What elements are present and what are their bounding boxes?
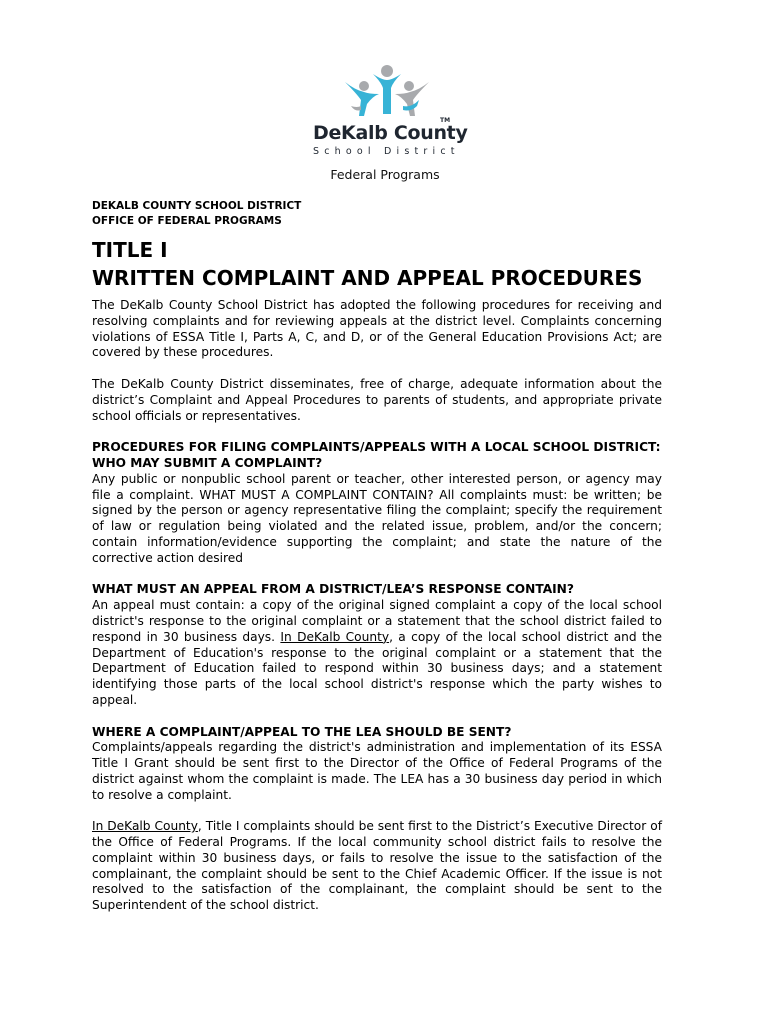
logo-name: DeKalb County — [313, 122, 468, 144]
org-line-1: DEKALB COUNTY SCHOOL DISTRICT — [92, 200, 302, 212]
document-title — [92, 236, 642, 292]
appeal-paragraph — [92, 598, 662, 709]
title-line-1: TITLE I — [92, 238, 168, 262]
trademark-mark: TM — [440, 117, 451, 124]
where-text-2: , Title I complaints should be sent first to the District’s Executive Director of the Office of Federal Programs. If the local community school district fails to resolve the complaint within 30 business days, or fails to resolve the issue to the satisfaction of the complainant, the complaint should be sent to the Chief Academic Officer. If the issue is not resolved to the satisfaction of the complainant, the complaint should be sent to the Superintendent of the school district. — [92, 819, 662, 913]
figures-logo-icon — [337, 62, 437, 120]
unit-name: Federal Programs — [330, 167, 440, 182]
organization-block — [92, 199, 301, 229]
district-logo — [313, 62, 468, 162]
appeal-dekalb-link: In DeKalb County — [280, 629, 390, 644]
where-paragraph-2 — [92, 819, 662, 914]
appeal-text-b: , a copy of the local school district and the Department of Education's response to the original complaint or a statement that the Department of Education failed to respond within 30 business days; and a statement identifying those parts of the local school district's response which the party wishes to appeal. — [92, 629, 662, 707]
title-line-2: WRITTEN COMPLAINT AND APPEAL PROCEDURES — [92, 266, 643, 290]
intro-paragraph-1: The DeKalb County School District has adopted the following procedures for receiving and resolving complaints and for reviewing appeals at the district level. Complaints concerning violations of ESSA Title I, Parts A, C, and D, or of the General Education Provisions Act; are covered by these procedures. — [92, 298, 662, 360]
where-heading: WHERE A COMPLAINT/APPEAL TO THE LEA SHOULD BE SENT? — [92, 724, 512, 739]
appeal-text-a: An appeal must contain: a copy of the original signed complaint a copy of the local school district's response to the original complaint or a statement that the school district failed to respond in 30 business days. — [92, 598, 662, 644]
intro-paragraph-2: The DeKalb County District disseminates, free of charge, adequate information about the district’s Complaint and Appeal Procedures to parents of students, and appropriate private school officials or representatives. — [92, 376, 662, 423]
who-may-submit-heading: WHO MAY SUBMIT A COMPLAINT? — [92, 455, 323, 470]
document-body — [92, 298, 662, 914]
left-head-icon — [359, 81, 369, 91]
logo-subtitle: School District — [313, 146, 460, 157]
filing-paragraph: Any public or nonpublic school parent or teacher, other interested person, or agency may file a complaint. WHAT MUST A COMPLAINT CONTAIN? All complaints must: be written; be signed by the person or agency representative filing the complaint; specify the requirement of law or regulation being violated and the related issue, problem, and/or the concern; contain information/evidence supporting the complaint; and state the nature of the corrective action desired — [92, 471, 662, 565]
right-head-icon — [404, 81, 414, 91]
org-line-2: OFFICE OF FEDERAL PROGRAMS — [92, 215, 282, 227]
where-paragraph-1: Complaints/appeals regarding the district's administration and implementation of its ESSA Title I Grant should be sent first to the Director of the Office of Federal Programs of the district against whom the complaint is made. The LEA has a 30 business day period in which to resolve a complaint. — [92, 740, 662, 802]
where-dekalb-link: In DeKalb County — [92, 819, 198, 834]
center-head-icon — [381, 65, 393, 77]
filing-heading: PROCEDURES FOR FILING COMPLAINTS/APPEALS WITH A LOCAL SCHOOL DISTRICT: — [92, 440, 661, 455]
appeal-heading: WHAT MUST AN APPEAL FROM A DISTRICT/LEA’S RESPONSE CONTAIN? — [92, 582, 574, 597]
